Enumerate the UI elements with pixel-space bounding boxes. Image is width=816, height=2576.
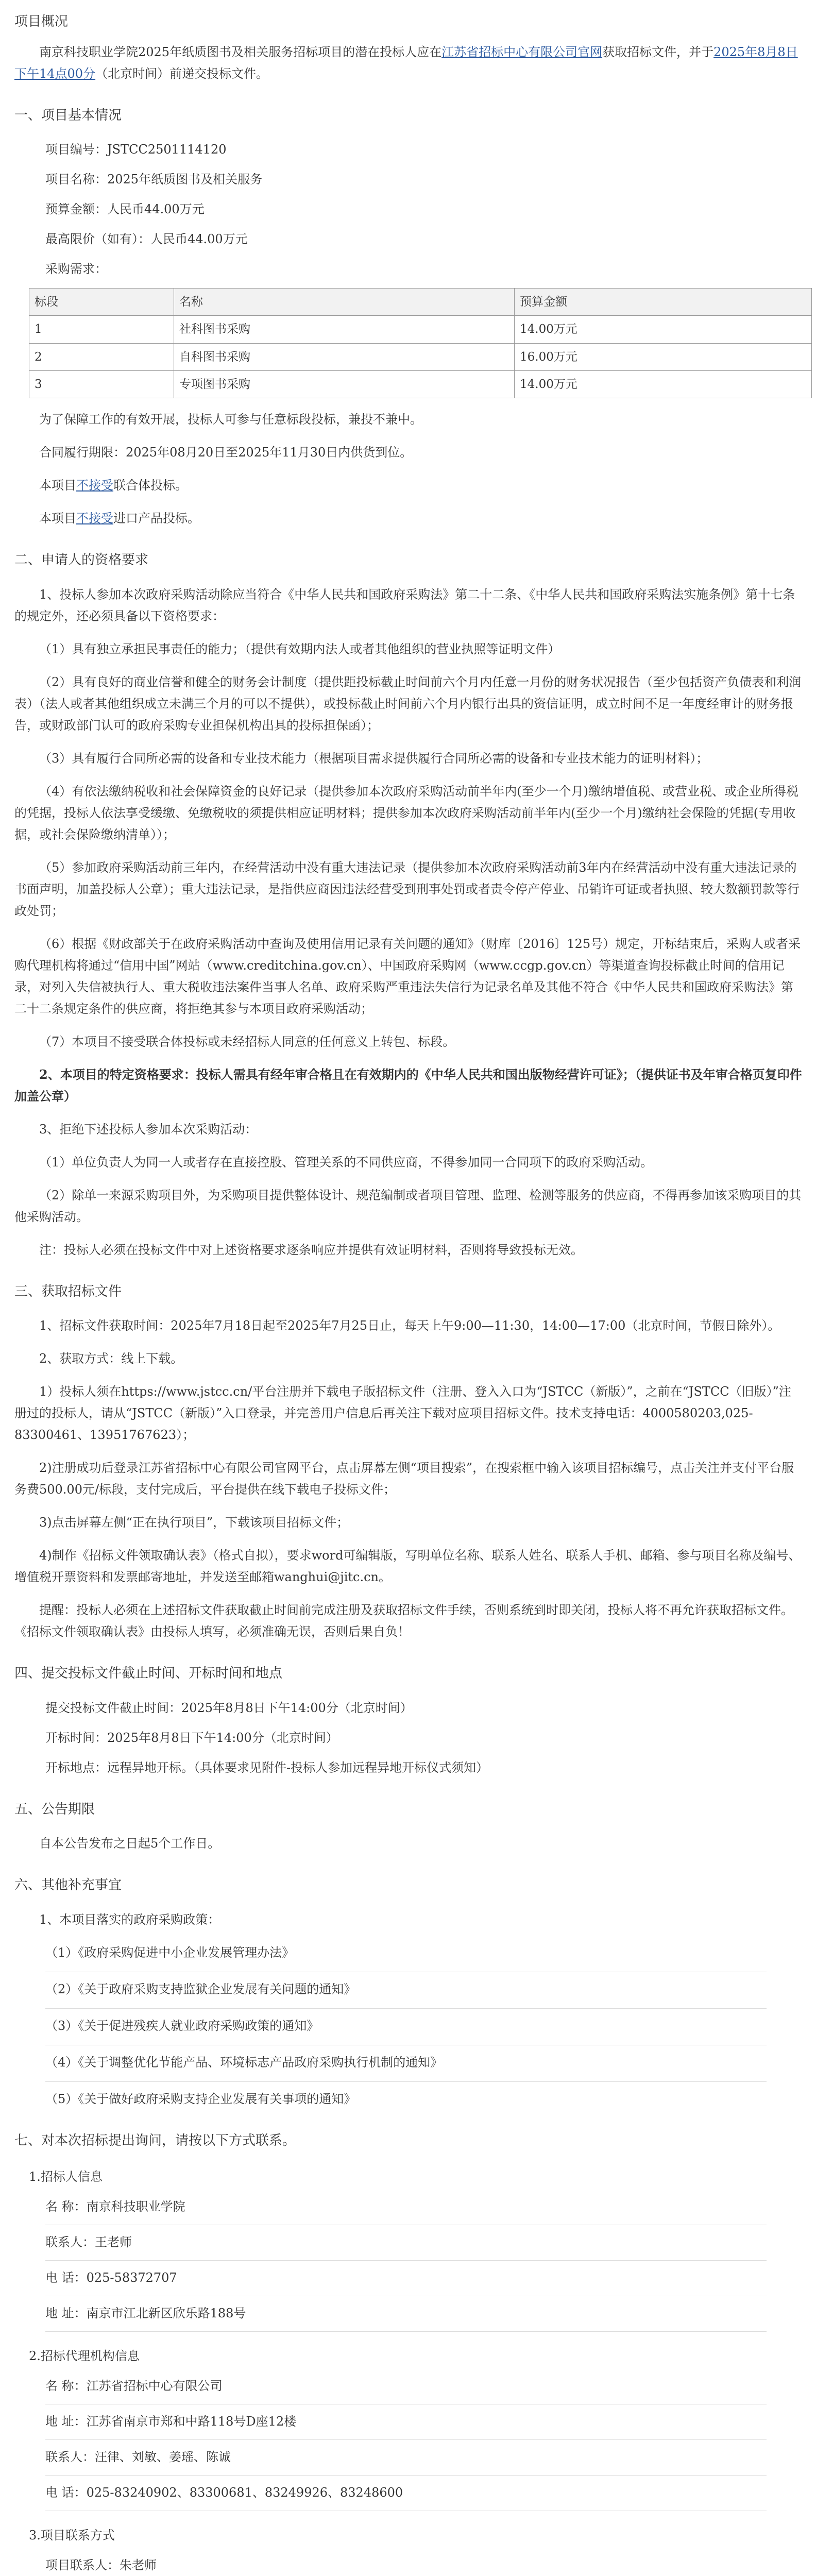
lots-header-lot: 标段 [29,289,174,316]
document-time: 1、招标文件获取时间：2025年7月18日起至2025年7月25日止，每天上午9:00—11:30，14:00—17:00（北京时间，节假日除外）。 [39,1318,780,1333]
divider [45,2008,767,2009]
agent-name: 名 称：江苏省招标中心有限公司 [45,2379,223,2393]
project-contact-title: 3.项目联系方式 [29,2528,115,2543]
max-price: 最高限价（如有）：人民币44.00万元 [45,232,248,246]
divider [45,2331,767,2332]
agent-contacts: 联系人：汪律、刘敏、姜瑶、陈诚 [45,2450,231,2464]
import-suffix: 进口产品投标。 [113,511,200,526]
document-step: 4)制作《招标文件领取确认表》（格式自拟），要求word可编辑版，写明单位名称、联系人姓名、联系人手机、邮箱、参与项目名称及编号、增值税开票资料和发票邮寄地址，并发送至邮箱wanghui@jitc.cn。 [14,1548,801,1584]
qualification-item: （4）有依法缴纳税收和社会保障资金的良好记录（提供参加本次政府采购活动前半年内(至少一个月)缴纳增值税、或营业税、或企业所得税的凭据，投标人依法享受缓缴、免缴税收的须提供相应证明材料；提供参加本次政府采购活动前半年内(至少一个月)缴纳社会保险的凭据(专用收据，或社会保险缴纳清单））； [14,784,798,842]
qualification-item: （5）参加政府采购活动前三年内，在经营活动中没有重大违法记录（提供参加本次政府采购活动前3年内在经营活动中没有重大违法记录的书面声明，加盖投标人公章）；重大违法记录，是指供应商因违法经营受到刑事处罚或者责令停产停业、吊销许可证或者执照、较大数额罚款等行政处罚； [14,860,800,918]
section5-title: 五、公告期限 [14,1801,95,1817]
divider [45,2260,767,2261]
qualification-item: 3、拒绝下述投标人参加本次采购活动： [39,1122,258,1137]
document-reminder: 提醒：投标人必须在上述招标文件获取截止时间前完成注册及获取招标文件手续，否则系统到时即关闭，投标人将不再允许获取招标文件。《招标文件领取确认表》由投标人填写，必须准确无误，否则后果自负！ [14,1603,793,1639]
lot-participation-note: 为了保障工作的有效开展，投标人可参与任意标段投标，兼投不兼中。 [39,412,422,427]
buyer-contact: 联系人：王老师 [45,2235,132,2249]
consortium-prefix: 本项目 [39,478,76,493]
buyer-phone: 电 话：025-58372707 [45,2270,177,2285]
overview-paragraph [14,41,803,84]
qualification-note: 注：投标人必须在投标文件中对上述资格要求逐条响应并提供有效证明材料，否则将导致投标无效。 [39,1242,583,1257]
policy-item: （1）《政府采购促进中小企业发展管理办法》 [45,1945,295,1960]
import-note [14,507,803,529]
policy-intro: 1、本项目落实的政府采购政策： [39,1912,220,1927]
qualification-item: （1）具有独立承担民事责任的能力；（提供有效期内法人或者其他组织的营业执照等证明文件） [39,641,560,656]
divider [45,2081,767,2082]
qualification-item: （2）除单一来源采购项目外，为采购项目提供整体设计、规范编制或者项目管理、监理、检测等服务的供应商，不得再参加该采购项目的其他采购活动。 [14,1188,802,1224]
lot-budget-cell: 14.00万元 [515,316,812,343]
overview-intro-link[interactable]: 江苏省招标中心有限公司官网 [441,44,603,59]
lot-budget-cell: 14.00万元 [515,370,812,398]
lot-name-cell: 社科图书采购 [174,316,515,343]
policy-item: （4）《关于调整优化节能产品、环境标志产品政府采购执行机制的通知》 [45,2055,443,2070]
submission-deadline: 提交投标文件截止时间：2025年8月8日下午14:00分（北京时间） [45,1700,413,1715]
table-row [29,343,812,370]
overview-intro-mid: 获取招标文件，并于 [602,44,714,59]
specific-qualification: 2、本项目的特定资格要求：投标人需具有经年审合格且在有效期内的《中华人民共和国出版物经营许可证》；（提供证书及年审合格页复印件加盖公章） [14,1066,802,1104]
document-step: 1）投标人须在https://www.jstcc.cn/平台注册并下载电子版招标文件（注册、登入入口为“JSTCC（新版）”，之前在“JSTCC（旧版）”注册过的投标人，请从“JSTCC（新版）”入口登录，并完善用户信息后再关注下载对应项目招标文件。技术支持电话：4000580203,025-83300461、13951767623）； [14,1384,791,1442]
divider [45,2439,767,2440]
qualification-item: （6）根据《财政部关于在政府采购活动中查询及使用信用记录有关问题的通知》（财库〔2016〕125号）规定，开标结束后，采购人或者采购代理机构将通过“信用中国”网站（www.creditchina.gov.cn）、中国政府采购网（www.ccgp.gov.cn）等渠道查询投标截止时间的信用记录，对列入失信被执行人、重大税收违法案件当事人名单、政府采购严重违法失信行为记录名单及其他不符合《中华人民共和国政府采购法》第二十二条规定条件的供应商，将拒绝其参与本项目政府采购活动； [14,936,801,1016]
divider [45,2475,767,2476]
lot-name-cell: 自科图书采购 [174,343,515,370]
budget-amount: 预算金额：人民币44.00万元 [45,202,205,216]
lots-header-name: 名称 [174,289,515,316]
document-step: 2)注册成功后登录江苏省招标中心有限公司官网平台，点击屏幕左侧“项目搜索”，在搜索框中输入该项目招标编号，点击关注并支付平台服务费500.00元/标段，支付完成后，平台提供在线下载电子投标文件； [14,1461,794,1497]
consortium-suffix: 联合体投标。 [113,478,188,493]
project-number: 项目编号：JSTCC2501114120 [45,142,227,157]
lot-budget-cell: 16.00万元 [515,343,812,370]
document-method: 2、获取方式：线上下载。 [39,1351,183,1366]
section4-title: 四、提交投标文件截止时间、开标时间和地点 [14,1666,283,1681]
demand-title: 采购需求： [45,262,107,276]
agent-phone: 电 话：025-83240902、83300681、83249926、83248600 [45,2485,403,2500]
lots-table [29,288,812,398]
opening-time: 开标时间：2025年8月8日下午14:00分（北京时间） [45,1730,338,1745]
consortium-note [14,474,803,496]
project-name: 项目名称：2025年纸质图书及相关服务 [45,172,263,187]
lots-table-header [29,289,812,316]
document-step: 3)点击屏幕左侧“正在执行项目”，下载该项目招标文件； [39,1515,349,1530]
policy-item: （2）《关于政府采购支持监狱企业发展有关问题的通知》 [45,1981,356,1996]
overview-deadline: 2025年8月8日下午14点00分 [14,44,798,81]
buyer-name: 名 称：南京科技职业学院 [45,2199,185,2214]
agent-info-title: 2.招标代理机构信息 [29,2349,140,2363]
overview-intro-suffix: （北京时间）前递交投标文件。 [95,66,269,81]
buyer-info-title: 1.招标人信息 [29,2170,103,2184]
opening-place: 开标地点：远程异地开标。（具体要求见附件-投标人参加远程异地开标仪式须知） [45,1760,489,1775]
section7-title: 七、对本次招标提出询问，请按以下方式联系。 [14,2132,296,2148]
policy-item: （5）《关于做好政府采购支持企业发展有关事项的通知》 [45,2091,356,2106]
qualification-item: （1）单位负责人为同一人或者存在直接控股、管理关系的不同供应商，不得参加同一合同项下的政府采购活动。 [39,1155,653,1170]
lot-cell: 3 [29,370,174,398]
table-row [29,316,812,343]
buyer-address: 地 址：南京市江北新区欣乐路188号 [45,2306,246,2320]
lots-header-budget: 预算金额 [515,289,812,316]
overview-heading: 项目概况 [14,14,69,29]
import-prefix: 本项目 [39,511,76,526]
consortium-link: 不接受 [76,478,113,493]
announcement-period: 自本公告发布之日起5个工作日。 [39,1836,220,1851]
contract-period: 合同履行期限：2025年08月20日至2025年11月30日内供货到位。 [39,445,413,460]
lot-cell: 2 [29,343,174,370]
qualification-item: （3）具有履行合同所必需的设备和专业技术能力（根据项目需求提供履行合同所必需的设备和专业技术能力的证明材料）； [39,751,709,766]
qualification-item: （7）本项目不接受联合体投标或未经招标人同意的任何意义上转包、标段。 [39,1034,455,1049]
policy-item: （3）《关于促进残疾人就业政府采购政策的通知》 [45,2018,319,2033]
overview-intro-prefix: 南京科技职业学院2025年纸质图书及相关服务招标项目的潜在投标人应在 [39,44,442,59]
agent-address: 地 址：江苏省南京市郑和中路118号D座12楼 [45,2414,297,2429]
table-row [29,370,812,398]
section6-title: 六、其他补充事宜 [14,1877,122,1893]
project-contact-person: 项目联系人：朱老师 [45,2558,157,2572]
qualification-item: 1、投标人参加本次政府采购活动除应当符合《中华人民共和国政府采购法》第二十二条、《中华人民共和国政府采购法实施条例》第十七条的规定外，还必须具备以下资格要求： [14,587,795,623]
qualification-item: （2）具有良好的商业信誉和健全的财务会计制度（提供距投标截止时间前六个月内任意一月份的财务状况报告（至少包括资产负债表和利润表）（法人或者其他组织成立未满三个月的可以不提供），或投标截止时间前六个月内银行出具的资信证明，成立时间不足一年度经审计的财务报告，或财政部门认可的政府采购专业担保机构出具的投标担保函）； [14,674,802,733]
section2-title: 二、申请人的资格要求 [14,552,149,568]
lot-name-cell: 专项图书采购 [174,370,515,398]
import-link: 不接受 [76,511,113,526]
section1-title: 一、项目基本情况 [14,107,122,123]
section3-title: 三、获取招标文件 [14,1283,122,1299]
lot-cell: 1 [29,316,174,343]
